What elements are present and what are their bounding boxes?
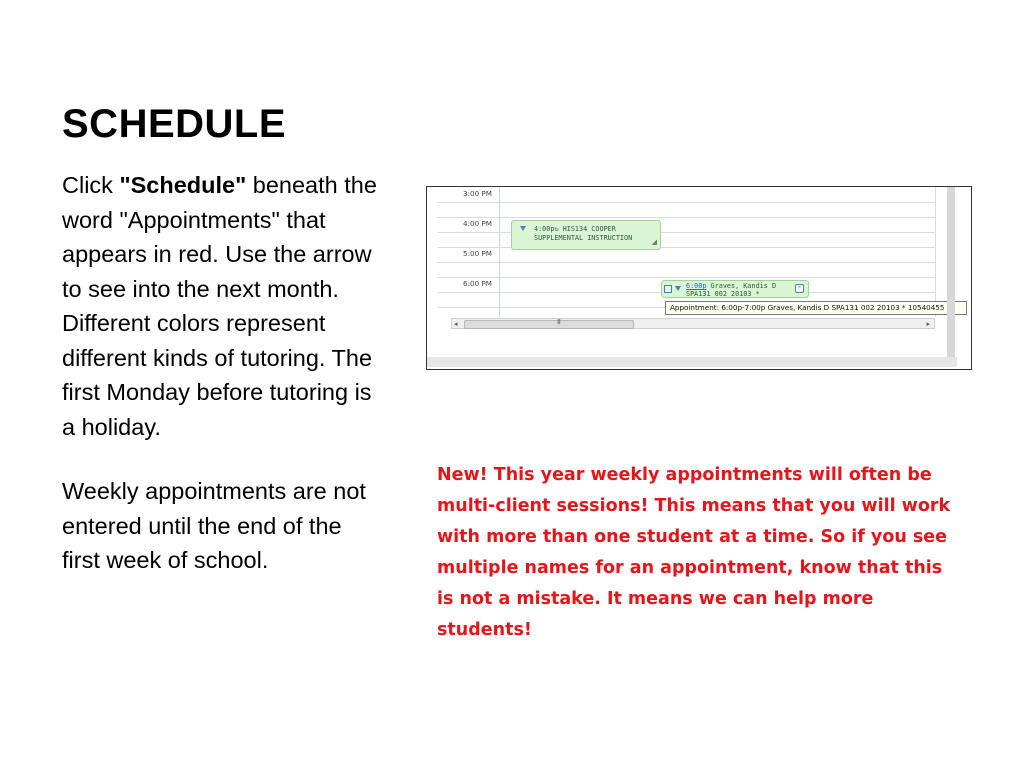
appointment-title: 4:00p↻ HIS134 COOPER bbox=[534, 225, 616, 233]
note-text: New! This year weekly appointments will often be multi-client sessions! This means that you will work with more than one student at a time. So if you see multiple names for an appointment, know that this is not a mistake. It means we can help more students! bbox=[437, 465, 951, 640]
para1-rest: beneath the word "Appointments" that appears in red. Use the arrow to see into the next month. Different colors represent different kinds of tutoring. The first Monday before tutoring is a holiday. bbox=[62, 172, 377, 440]
grid-line bbox=[437, 262, 935, 263]
appointment-title bbox=[686, 282, 776, 290]
instructions-paragraph-2: Weekly appointments are not entered until the end of the first week of school. bbox=[62, 478, 366, 573]
grid-line bbox=[437, 277, 935, 278]
grid-line bbox=[437, 217, 935, 218]
horizontal-scrollbar[interactable] bbox=[451, 318, 935, 329]
grid-line bbox=[437, 202, 935, 203]
appointment-subtitle: SPA131 002 20103 * bbox=[686, 290, 760, 298]
scroll-thumb[interactable] bbox=[464, 320, 634, 329]
scroll-grip: III bbox=[557, 319, 560, 326]
time-label: 5:00 PM bbox=[463, 249, 492, 258]
panel-shadow bbox=[427, 357, 957, 367]
instructions-text bbox=[62, 168, 384, 578]
schedule-keyword: "Schedule" bbox=[119, 172, 247, 198]
resize-grip-icon[interactable]: ◢ bbox=[651, 239, 657, 246]
appointment-subtitle: SUPPLEMENTAL INSTRUCTION bbox=[534, 234, 633, 242]
panel-shadow bbox=[947, 187, 955, 357]
expand-triangle-icon[interactable] bbox=[675, 286, 681, 291]
appointment-tooltip: Appointment: 6:00p-7:00p Graves, Kandis D SPA131 002 20103 * 10540455 bbox=[665, 301, 967, 315]
close-icon[interactable]: × bbox=[795, 284, 804, 293]
time-label: 4:00 PM bbox=[463, 219, 492, 228]
appointment-his134[interactable] bbox=[511, 220, 661, 250]
scroll-left-arrow-icon[interactable]: ◂ bbox=[454, 321, 458, 328]
appointment-client: Graves, Kandis D bbox=[706, 282, 777, 290]
grid-line bbox=[935, 187, 936, 317]
slide-title: SCHEDULE bbox=[62, 102, 287, 146]
instructions-paragraph-1 bbox=[62, 168, 384, 444]
para1-prefix: Click bbox=[62, 172, 120, 198]
multi-client-note bbox=[437, 460, 957, 646]
expand-triangle-icon[interactable] bbox=[520, 226, 526, 231]
calendar-screenshot bbox=[426, 186, 972, 370]
select-checkbox-icon[interactable] bbox=[664, 285, 672, 293]
calendar-grid bbox=[437, 187, 948, 357]
appointment-spa131[interactable] bbox=[661, 280, 809, 298]
time-label: 3:00 PM bbox=[463, 189, 492, 198]
scroll-right-arrow-icon[interactable]: ▸ bbox=[926, 321, 930, 328]
appointment-time-link[interactable]: 6:00p bbox=[686, 282, 707, 290]
time-label: 6:00 PM bbox=[463, 279, 492, 288]
